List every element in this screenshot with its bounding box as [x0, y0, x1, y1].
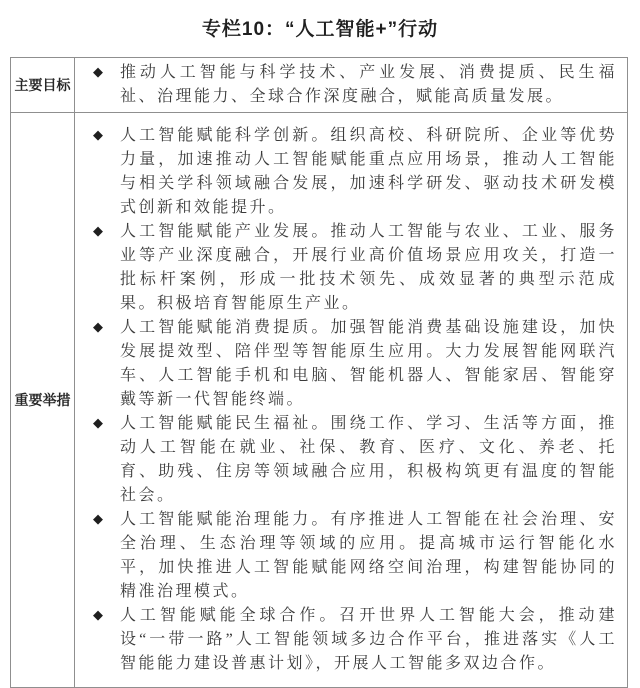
row-label-key-measures: 重要举措: [11, 113, 75, 687]
diamond-bullet-icon: ◆: [93, 128, 103, 143]
bullet-text: 人工智能赋能治理能力。有序推进人工智能在社会治理、安全治理、生态治理等领域的应用。提高城市运行智能化水平，加快推进人工智能赋能网络空间治理，构建智能协同的精准治理模式。: [120, 511, 617, 600]
diamond-bullet-icon: ◆: [93, 320, 103, 335]
list-item: [93, 604, 617, 676]
diamond-bullet-icon: ◆: [93, 512, 103, 527]
diamond-bullet-icon: ◆: [93, 65, 103, 80]
list-item: [93, 316, 617, 412]
ai-action-box-table: [10, 57, 628, 688]
list-item: [93, 220, 617, 316]
bullet-text: 人工智能赋能民生福祉。围绕工作、学习、生活等方面，推动人工智能在就业、社保、教育、医疗、文化、养老、托育、助残、住房等领域融合应用，积极构筑更有温度的智能社会。: [120, 415, 617, 504]
diamond-bullet-icon: ◆: [93, 224, 103, 239]
list-item: [93, 412, 617, 508]
bullet-text: 人工智能赋能产业发展。推动人工智能与农业、工业、服务业等产业深度融合，开展行业高价值场景应用攻关，打造一批标杆案例，形成一批技术领先、成效显著的典型示范成果。积极培育智能原生产业。: [120, 223, 617, 312]
bullet-text: 人工智能赋能全球合作。召开世界人工智能大会，推动建设“一带一路”人工智能领域多边合作平台，推进落实《人工智能能力建设普惠计划》，开展人工智能多双边合作。: [120, 607, 617, 672]
main-goals-content-cell: [75, 58, 627, 113]
diamond-bullet-icon: ◆: [93, 416, 103, 431]
bullet-text: 人工智能赋能消费提质。加强智能消费基础设施建设，加快发展提效型、陪伴型等智能原生应用。大力发展智能网联汽车、人工智能手机和电脑、智能机器人、智能家居、智能穿戴等新一代智能终端。: [120, 319, 617, 408]
bullet-text: 推动人工智能与科学技术、产业发展、消费提质、民生福祉、治理能力、全球合作深度融合，赋能高质量发展。: [120, 64, 617, 105]
row-label-main-goals: 主要目标: [11, 58, 75, 113]
bullet-text: 人工智能赋能科学创新。组织高校、科研院所、企业等优势力量，加速推动人工智能赋能重点应用场景，推动人工智能与相关学科领域融合发展，加速科学研发、驱动技术研发模式创新和效能提升。: [120, 127, 617, 216]
page-title: 专栏10：“人工智能+”行动: [201, 19, 439, 40]
key-measures-content-cell: [75, 113, 627, 687]
list-item: [93, 61, 617, 109]
list-item: [93, 508, 617, 604]
diamond-bullet-icon: ◆: [93, 608, 103, 623]
list-item: [93, 124, 617, 220]
